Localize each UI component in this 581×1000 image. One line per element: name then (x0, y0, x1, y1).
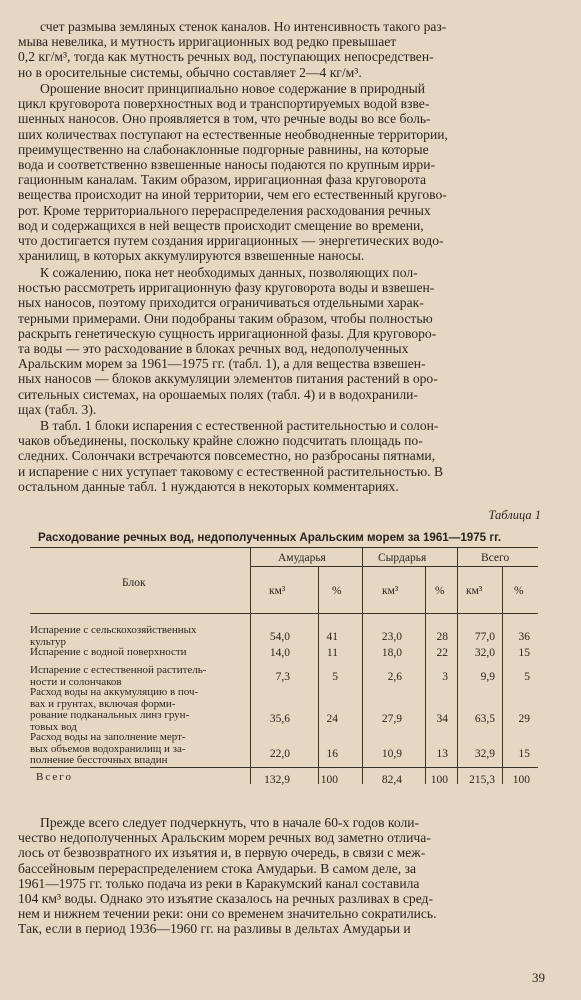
row-label (30, 687, 245, 733)
text-line: цикл круговорота поверхностных вод и транспортируемых водой взве- (18, 96, 430, 112)
text-line: но в оросительные системы, обычно составляет 2—4 кг/м³. (18, 64, 362, 80)
table-cell: 9,9 (480, 671, 495, 683)
text-line: чество недополученных Аральским морем речных вод заметно отлича- (18, 830, 431, 846)
header-unit-pct: % (332, 585, 342, 597)
table-cell: 34 (436, 713, 448, 725)
header-unit-pct: % (435, 585, 445, 597)
table-cell: 77,0 (474, 631, 495, 643)
text-line: терными примерами. Они подобраны таким образом, чтобы полностью (18, 310, 433, 326)
col-divider (318, 566, 319, 784)
text-line: хранилищ, в которых аккумулируются взвешенные наносы. (18, 248, 365, 264)
table-cell: 100 (320, 774, 338, 786)
total-row-label (30, 772, 245, 784)
text-line: бассейновым перераспределением стока Амударьи. В самом деле, за (18, 860, 417, 876)
table-cell: 18,0 (381, 647, 402, 659)
table-cell: 63,5 (474, 713, 495, 725)
table-title: Расходование речных вод, недополученных Аральским морем за 1961—1975 гг. (38, 531, 502, 544)
table-cell: 23,0 (381, 631, 402, 643)
text-line: гационным каналам. Таким образом, ирригационная фаза круговорота (18, 172, 427, 188)
paragraph-2 (18, 81, 544, 263)
text-line: и испарение с них уступает таковому с естественной растительностью. В (18, 463, 444, 479)
col-divider (250, 547, 251, 784)
header-rule (30, 613, 538, 614)
text-line: нем и нижнем течении реки: они со временем значительно сократились. (18, 906, 437, 922)
row-label-line: вах и грунтах, включая форми- (30, 697, 176, 710)
row-label-line: Расход воды на аккумуляцию в поч- (30, 686, 199, 698)
text-line: мыва невелика, и мутность ирригационных вод редко превышает (18, 34, 397, 50)
text-line: остальном данные табл. 1 нуждаются в некоторых комментариях. (18, 478, 399, 494)
paragraph-5 (18, 815, 544, 937)
table-cell: 13 (436, 748, 448, 760)
table-number: Таблица 1 (488, 508, 541, 522)
table-cell: 14,0 (269, 647, 290, 659)
header-unit-km3: км³ (269, 585, 286, 597)
table-cell: 82,4 (381, 774, 402, 786)
table-cell: 32,0 (474, 647, 495, 659)
row-label-line: товых вод (30, 720, 77, 733)
text-line: сительных системах, на орошаемых полях (табл. 4) и в водохранили- (18, 386, 418, 402)
header-group-total: Всего (481, 552, 510, 564)
text-line: преимущественно на слабонаклонные подгорные равнины, на которые (18, 141, 429, 157)
row-label-line: Испарение с естественной раститель- (30, 664, 207, 676)
text-line: ностью рассмотреть ирригационную фазу круговорота воды и взвешен- (18, 280, 435, 296)
table-top-rule (30, 547, 538, 548)
table-cell: 28 (436, 631, 448, 643)
row-label-line: вых объемов водохранилищ и за- (30, 742, 186, 755)
text-line: вод и содержащихся в ней веществ происходит смещение во времени, (18, 217, 424, 233)
text-line: Так, если в период 1936—1960 гг. на разливы в дельтах Амударьи и (18, 921, 411, 937)
text-line: ных наносов, поэтому приходится ограничиваться отдельными харак- (18, 295, 424, 311)
table-cell: 3 (442, 671, 448, 683)
page-number: 39 (532, 970, 545, 985)
row-label-line: рование подканальных линз грун- (30, 709, 190, 722)
table-cell: 10,9 (381, 748, 402, 760)
row-label-line: Испарение с водной поверхности (30, 646, 187, 658)
col-divider (457, 547, 458, 784)
table-cell: 100 (512, 774, 530, 786)
text-line: счет размыва земляных стенок каналов. Но интенсивность такого раз- (40, 19, 447, 34)
row-label-line: ности и солончаков (30, 675, 122, 688)
text-line: К сожалению, пока нет необходимых данных, позволяющих пол- (40, 265, 418, 280)
header-block: Блок (122, 577, 146, 589)
text-line: ных наносов — блоков аккумуляции элементов питания растений в оро- (18, 371, 438, 387)
text-line: 104 км³ воды. Однако это изъятие сказалось на речных разливах в сред- (18, 891, 433, 907)
text-line: ших количествах поступают на естественные необводненные территории, (18, 126, 448, 142)
table-cell: 41 (326, 631, 338, 643)
table-cell: 16 (326, 748, 338, 760)
text-line: Аральским морем за 1961—1975 гг. (табл. 1), а для вещества взвешен- (18, 356, 426, 372)
table-cell: 5 (524, 671, 530, 683)
table-cell: 15 (518, 647, 530, 659)
header-group-amudarya: Амударья (278, 552, 326, 564)
text-line: вода и соответственно взвешенные наносы подаются по крупным ирри- (18, 157, 436, 173)
row-label-line: Расход воды на заполнение мерт- (30, 731, 186, 743)
table-cell: 29 (518, 713, 530, 725)
text-line: Прежде всего следует подчеркнуть, что в начале 60-х годов коли- (40, 815, 420, 830)
text-line: что достигается путем создания ирригационных — энергетических водо- (18, 233, 444, 249)
row-label-line: Испарение с сельскохозяйственных (30, 624, 197, 636)
table-cell: 22,0 (269, 748, 290, 760)
table-cell: 11 (326, 647, 338, 659)
text-line: та воды — это расходование в блоках речных вод, недополученных (18, 341, 409, 357)
row-label (30, 625, 245, 648)
text-line: В табл. 1 блоки испарения с естественной растительностью и солон- (40, 418, 439, 433)
row-label (30, 665, 245, 688)
table-cell: 132,9 (264, 774, 290, 786)
text-line: лось от безвозвратного их изъятия и, в первую очередь, в связи с меж- (18, 845, 426, 861)
data-table (30, 547, 538, 784)
text-line: вещества происходит на иной территории, чем его естественный кругово- (18, 187, 447, 203)
table-cell: 2,6 (387, 671, 402, 683)
row-label (30, 732, 245, 767)
col-divider (502, 566, 503, 784)
table-cell: 24 (326, 713, 338, 725)
table-cell: 27,9 (381, 713, 402, 725)
text-line: раскрыть генетическую сущность ирригационной фазы. Для круговоро- (18, 325, 437, 341)
header-unit-km3: км³ (382, 585, 399, 597)
header-unit-pct: % (514, 585, 524, 597)
col-divider (425, 566, 426, 784)
header-unit-km3: км³ (466, 585, 483, 597)
text-line: Орошение вносит принципиально новое содержание в природный (40, 81, 426, 96)
total-rule (30, 767, 538, 768)
text-line: щах (табл. 3). (18, 401, 97, 417)
col-divider (362, 547, 363, 784)
table-cell: 100 (430, 774, 448, 786)
table-cell: 5 (332, 671, 338, 683)
header-group-syrdarya: Сырдарья (378, 552, 427, 564)
table-cell: 54,0 (269, 631, 290, 643)
table-cell: 36 (518, 631, 530, 643)
paragraph-1 (18, 19, 544, 80)
text-line: следних. Солончаки встречаются повсеместно, но разбросаны пятнами, (18, 448, 436, 464)
table-cell: 32,9 (474, 748, 495, 760)
paragraph-4 (18, 418, 544, 494)
text-line: шенных наносов. Оно проявляется в том, что речные воды во все боль- (18, 111, 431, 127)
text-line: чаков объединены, поскольку крайне сложно подсчитать площадь по- (18, 433, 423, 449)
row-label (30, 647, 245, 659)
row-label-line: полнение бессточных впадин (30, 754, 168, 767)
text-line: 1961—1975 гг. только подача из реки в Каракумский канал составила (18, 875, 420, 891)
text-line: рот. Кроме территориального перераспределения расходования речных (18, 202, 431, 218)
group-rule (250, 566, 538, 567)
row-label-line: Всего (36, 771, 73, 783)
text-line: 0,2 кг/м³, тогда как мутность речных вод, поступающих непосредствен- (18, 49, 434, 65)
table-cell: 15 (518, 748, 530, 760)
table-cell: 22 (436, 647, 448, 659)
paragraph-3 (18, 265, 544, 417)
table-cell: 215,3 (469, 774, 495, 786)
table-cell: 35,6 (269, 713, 290, 725)
row-label-line: культур (30, 635, 66, 648)
table-cell: 7,3 (275, 671, 290, 683)
